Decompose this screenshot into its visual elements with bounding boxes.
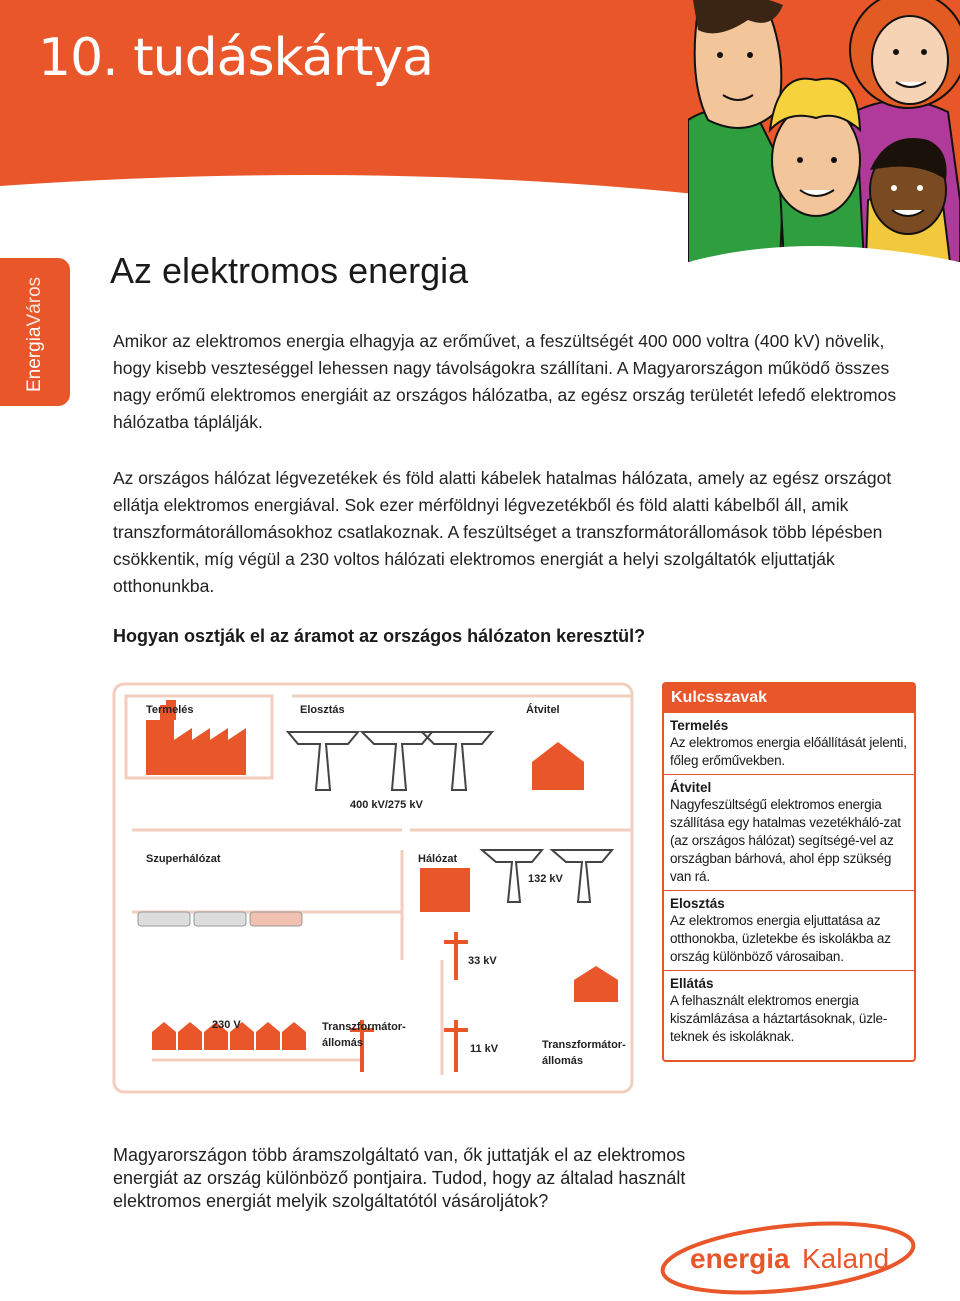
outro-paragraph: Magyarországon több áramszolgáltató van, ők juttatják el az elektromos energiát az ország különböző pontjaira. Tudod, hogy az általad használt elektromos energiát melyik szolgáltatótól vásároljátok? [113,1145,686,1211]
side-tab-label-part2: Város [24,276,45,327]
label-transzformator-2b: állomás [542,1055,583,1067]
label-transzformator-2a: Transzformátor- [542,1039,626,1051]
keyword-item [664,713,914,775]
grid-substation-icon [420,868,470,912]
keyword-term: Termelés [670,718,729,733]
keyword-term: Ellátás [670,976,714,991]
side-tab-label [24,277,46,392]
label-11kv: 11 kV [470,1043,499,1055]
keyword-definition: A felhasznált elektromos energia kiszámlázása a háztartásoknak, üzle-teknek és iskoláknak. [670,993,888,1044]
keywords-heading: Kulcsszavak [663,683,915,713]
paragraph-2: Az országos hálózat légvezetékek és föld alatti kábelek hatalmas hálózata, amely az egész országot ellátja elektromos energiával. Sok ezer mérföldnyi légvezetékből és föld alatti kábelből áll, amik transzformátorállomásokhoz csatlakoznak. A feszültséget a transzformátorállomások több lépésben csökkentik, míg végül a 230 voltos hálózati elektromos energiát a helyi szolgáltatók eljuttatják otthonunkba. [113,468,892,596]
label-szuperhalozat: Szuperhálózat [146,853,221,865]
energiakaland-logo [656,1212,920,1296]
substation-icon [532,742,584,790]
logo-word-energia: energia [690,1243,790,1274]
keywords-box [662,682,916,1062]
label-elosztas: Elosztás [300,704,345,716]
keyword-definition: Nagyfeszültségű elektromos energia szállítása egy hatalmas vezetékháló-zat (az országos hálózat) segítségé-vel az országban bárhová, ahol épp szükség van rá. [670,797,901,884]
question-heading: Hogyan osztják el az áramot az országos hálózaton keresztül? [113,626,646,646]
keyword-item [664,775,914,891]
paragraph-1: Amikor az elektromos energia elhagyja az erőművet, a feszültségét 400 000 voltra (400 kV) növelik, hogy kisebb veszteséggel lehessen nagy távolságokra szállítani. A Magyarországon működő összes nagy erőmű elektromos energiáit az országos hálózatba, az egész ország területét lefedő elektromos hálózatba táplálják. [113,331,897,432]
label-halozat: Hálózat [418,853,458,865]
label-atvitel: Átvitel [526,704,560,716]
keyword-definition: Az elektromos energia eljuttatása az otthonokba, üzletekbe és iskolákba az ország különböző városaiban. [670,913,891,964]
side-tab-label-part1: Energia [24,326,45,392]
label-transzformator-1b: állomás [322,1037,363,1049]
label-400kv: 400 kV/275 kV [350,799,423,811]
keyword-definition: Az elektromos energia előállítását jelenti, főleg erőművekben. [670,735,907,768]
keyword-term: Elosztás [670,896,725,911]
cartoon-children-illustration [688,0,960,262]
label-transzformator-1a: Transzformátor- [322,1021,406,1033]
keyword-item [664,971,914,1050]
factory-icon [574,966,618,1002]
label-33kv: 33 kV [468,955,497,967]
section-title: Az elektromos energia [110,250,469,291]
label-230v: 230 V [212,1019,241,1031]
label-132kv: 132 kV [528,873,563,885]
pole-icons [350,932,468,1072]
card-title: 10. tudáskártya [38,28,434,88]
keyword-item [664,891,914,971]
keyword-term: Átvitel [670,780,712,795]
label-termeles: Termelés [146,704,194,716]
grid-distribution-diagram [112,680,648,1104]
train-icon [138,912,302,926]
logo-word-kaland: Kaland [802,1243,890,1274]
